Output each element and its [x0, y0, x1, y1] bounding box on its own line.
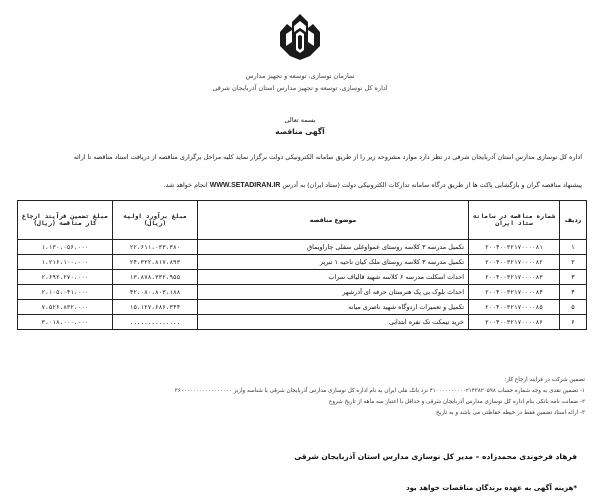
page-title: آگهی مناقصه	[275, 127, 325, 136]
row-guarantee: ۲،۱۰۵،۰۴۱،۰۰۰	[18, 285, 113, 300]
table-header-row	[18, 201, 587, 240]
table-row	[18, 300, 587, 315]
table-row	[18, 270, 587, 285]
intro-text: پیشنهاد مناقصه گران و بازگشایی پاکت ها از طریق درگاه سامانه تدارکات الکترونیکی دولت (ستاد ایران) به آدرس	[282, 181, 582, 189]
row-num: ۶	[560, 315, 587, 330]
row-code: ۲۰۰۴۰۰۳۲۱۷۰۰۰۰۸۵	[469, 300, 560, 315]
row-cost: ۴۲،۰۸۰،۸۰۳،۱۸۸	[113, 285, 198, 300]
organization-logo	[277, 12, 323, 62]
row-subject: تکمیل مدرسه ۳ کلاسه روستای عمواوغلی سفلی چاراویماق	[198, 240, 469, 255]
row-code: ۲۰۰۴۰۰۳۲۱۷۰۰۰۰۸۱	[469, 240, 560, 255]
row-cost: ..............	[113, 315, 198, 330]
table-row	[18, 315, 587, 330]
table-row	[18, 285, 587, 300]
signature: فرهاد فرخوندی محمدزاده – مدیر کل نوسازی مدارس استان آذربایجان شرقی	[294, 452, 577, 461]
row-cost: ۱۵،۱۲۷،۶۸۶،۳۴۴	[113, 300, 198, 315]
intro-paragraph-2	[18, 178, 582, 193]
tender-table	[17, 200, 587, 330]
row-code: ۲۰۰۴۰۰۳۲۱۷۰۰۰۰۸۴	[469, 285, 560, 300]
footer-note: *هزینه آگهی به عهده برندگان مناقصات خواهد بود	[406, 484, 577, 492]
header-num: ردیف	[560, 201, 587, 240]
intro-end-text: انجام خواهد شد.	[163, 181, 208, 189]
row-guarantee: ۱،۱۳۰،۰۵۶،۰۰۰	[18, 240, 113, 255]
row-subject: خرید نیمکت تک نفره ابتدایی	[198, 315, 469, 330]
row-num: ۳	[560, 270, 587, 285]
intro-paragraph-1: اداره کل نوسازی مدارس استان آذربایجان شرقی در نظر دارد موارد مشروحه زیر را از طریق سامانه الکترونیکی دولت برگزار نماید کلیه مراحل برگزاری مناقصه از دریافت اسناد مناقصه تا ارائه	[73, 153, 582, 161]
header-cost: مبلغ برآورد اولیه (ریال)	[113, 201, 198, 240]
website-link[interactable]: WWW.SETADIRAN.IR	[209, 182, 281, 189]
row-code: ۲۰۰۴۰۰۳۲۱۷۰۰۰۰۸۳	[469, 270, 560, 285]
row-subject: تکمیل و تعمیرات اردوگاه شهید ناصری میانه	[198, 300, 469, 315]
notes-item-3: ۳- ارائه اسناد تضمین فقط در حیطه حفاظتی می باشد و به تاریخ	[436, 410, 585, 416]
header-code: شماره مناقصه در سامانه ستاد ایران	[469, 201, 560, 240]
row-code: ۲۰۰۴۰۰۳۲۱۷۰۰۰۰۸۲	[469, 255, 560, 270]
org-department: اداره کل نوسازی، توسعه و تجهیز مدارس استان آذربایجان شرقی	[212, 84, 388, 92]
notes-item-1: ۱- تضمین نقدی به وجه شماره حساب ۴۱۰۰۰۰۰۰۰۰۰۰۲۱۴۳۸۲۰۵۹۸ نزد بانک ملی ایران به نام اداره کل نوسازی مدارس آذربایجان شرقی با شناسه واریز ۳۶۰۰۰۰۰۰۰۰۰۰۰۰۰۰۰۰۰	[174, 388, 585, 394]
row-guarantee: ۱،۲۱۶،۱۰۰،۰۰۰	[18, 255, 113, 270]
row-subject: احداث بلوک بی پک هنرستان حرفه ای آذرشهر	[198, 285, 469, 300]
notes-item-2: ۲- ضمانت نامه بانکی بنام اداره کل نوسازی مدارس آذربایجان شرقی و حداقل با اعتبار سه ماهه از تاریخ شروع	[329, 399, 585, 405]
row-num: ۵	[560, 300, 587, 315]
row-cost: ۱۳،۸۷۸،۳۳۲،۹۵۵	[113, 270, 198, 285]
row-guarantee: ۳،۰۱۸،۰۰۰،۰۰۰	[18, 315, 113, 330]
table-row	[18, 255, 587, 270]
guarantee-notes	[17, 375, 585, 419]
row-num: ۱	[560, 240, 587, 255]
table-row	[18, 240, 587, 255]
row-cost: ۲۲،۶۱۱،۰۳۳،۳۸۰	[113, 240, 198, 255]
row-num: ۲	[560, 255, 587, 270]
header-guarantee: مبلغ تضمین فرآیند ارجاع کار مناقصه (ریال)	[18, 201, 113, 240]
row-guarantee: ۲،۶۹۲،۲۷۰،۰۰۰	[18, 270, 113, 285]
row-cost: ۲۴،۳۲۲،۸۱۷،۸۹۳	[113, 255, 198, 270]
row-subject: احداث اسکلت مدرسه ۶ کلاسه شهید قالیاف سراب	[198, 270, 469, 285]
row-code: ۲۰۰۴۰۰۳۲۱۷۰۰۰۰۸۶	[469, 315, 560, 330]
org-name: سازمان نوسازی، توسعه و تجهیز مدارس	[245, 72, 355, 80]
header-subject: موضوع مناقصه	[198, 201, 469, 240]
row-guarantee: ۷،۵۲۶،۸۳۲،۰۰۰	[18, 300, 113, 315]
notes-title: تضمین شرکت در فرایند ارجاع کار:	[504, 377, 585, 383]
bismillah-text: بسمه تعالی	[284, 116, 316, 124]
row-subject: تکمیل مدرسه ۳ کلاسه روستای ملک کیان ناحیه ۱ تبریز	[198, 255, 469, 270]
row-num: ۴	[560, 285, 587, 300]
